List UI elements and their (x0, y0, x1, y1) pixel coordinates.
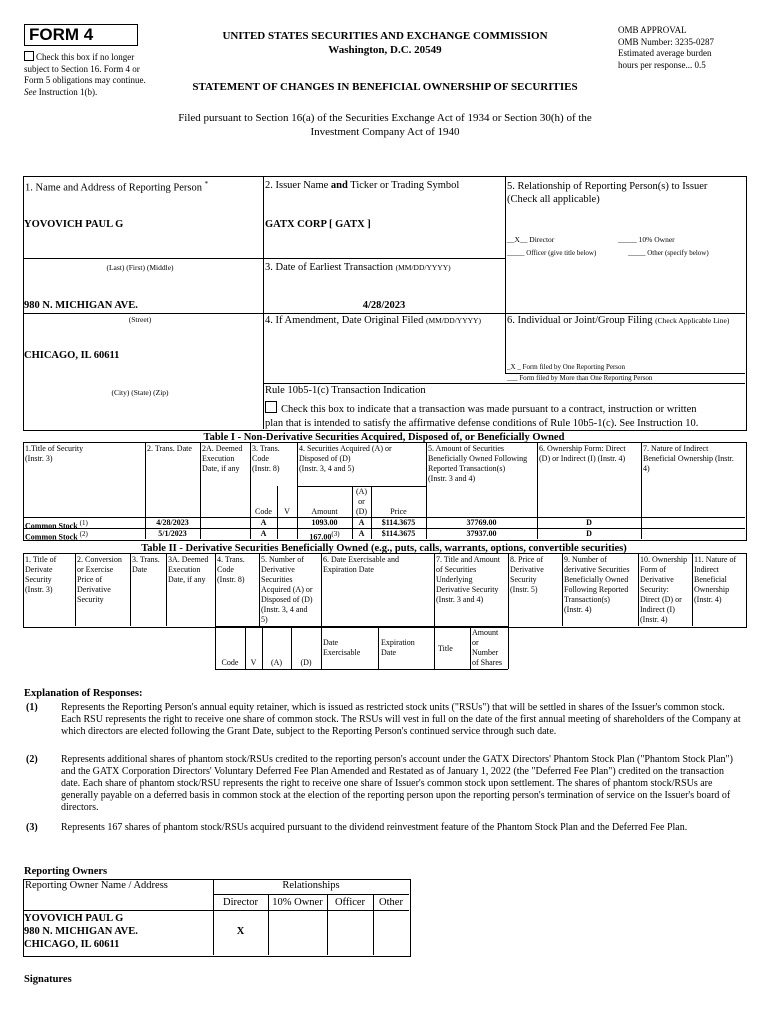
t2-c11-header: 11. Nature of Indirect Beneficial Ownership (Instr. 4) (694, 555, 737, 604)
t1-col6-header: 6. Ownership Form: Direct (D) or Indirect (I) (Instr. 4) (539, 444, 626, 463)
t2-c10-header: 10. Ownership Form of Derivative Security: Direct (D) or Indirect (I) (Instr. 4) (640, 555, 688, 624)
owners-col-director: Director (223, 897, 258, 908)
explanation-3-text: Represents 167 shares of phantom stock/RSUs acquired pursuant to the dividend reinvestment feature of the Phantom Stock Plan and the Deferred Fee Plan. (61, 822, 688, 833)
box5-label: 5. Relationship of Reporting Person(s) to Issuer (Check all applicable) (507, 181, 708, 205)
t2-exercisable-subheader: Date Exercisable (323, 638, 361, 657)
t1-row2-code: A (260, 529, 267, 538)
t1-row1-ad: A (358, 518, 365, 527)
t1-row1-form: D (586, 518, 592, 527)
owners-col-10pct: 10% Owner (272, 897, 323, 908)
explanation-3-num: (3) (26, 822, 38, 833)
owners-col-name: Reporting Owner Name / Address (25, 880, 168, 891)
box3-label: 3. Date of Earliest Transaction (MM/DD/YYYY) (265, 262, 451, 273)
t1-row2-amount: 167.00$^{(3)}$ (309, 530, 340, 542)
t2-c7-header: 7. Title and Amount of Securities Underlying Derivative Security (Instr. 3 and 4) (436, 555, 501, 604)
omb-number: OMB Number: 3235-0287 (618, 36, 714, 47)
t1-row2-security: Common Stock $^{(2)}$ (25, 530, 88, 542)
box6-label: 6. Individual or Joint/Group Filing (Check Applicable Line) (507, 315, 730, 326)
t1-v-subheader: V (284, 507, 290, 516)
t1-row2-ad: A (358, 529, 365, 538)
reporting-person-name: YOVOVICH PAUL G (24, 219, 124, 230)
explanation-1-text: Represents the Reporting Person's annual equity retainer, which is issued as restricted stock units ("RSUs") that will be settled in shares of the Issuer's common stock. Each RSU represents the right to receive one share of common stock. The RSUs will vest in full on the date of the first annual meeting of shareholders of the Company at which directors are elected following the Grant Date, subject to the Reporting Person's continued service through such date. (61, 702, 741, 737)
signatures-heading: Signatures (24, 974, 72, 985)
reporting-person-street: 980 N. MICHIGAN AVE. (24, 300, 138, 311)
statement-title: STATEMENT OF CHANGES IN BENEFICIAL OWNERSHIP OF SECURITIES (192, 81, 578, 93)
t2-c3a-header: 3A. Deemed Execution Date, if any (168, 555, 209, 584)
t2-c9-header: 9. Number of derivative Securities Beneficially Owned Following Reported Transaction(s) (Instr. 4) (564, 555, 630, 614)
t2-c5-header: 5. Number of Derivative Securities Acquired (A) or Disposed of (D) (Instr. 3, 4 and 5) (261, 555, 313, 624)
agency-location: Washington, D.C. 20549 (328, 44, 442, 56)
t1-row2-price: $114.3675 (381, 529, 416, 538)
t2-c8-header: 8. Price of Derivative Security (Instr. 5) (510, 555, 544, 594)
filed-line-2: Investment Company Act of 1940 (310, 126, 460, 138)
ten-percent-owner-option[interactable]: _____ 10% Owner (618, 235, 675, 244)
omb-title: OMB APPROVAL (618, 25, 687, 35)
t1-row1-security: Common Stock $^{(1)}$ (25, 519, 88, 531)
agency-name: UNITED STATES SECURITIES AND EXCHANGE COMMISSION (222, 30, 548, 42)
owners-col-officer: Officer (334, 897, 366, 908)
reporting-owners-heading: Reporting Owners (24, 866, 108, 877)
t1-row2-form: D (586, 529, 592, 538)
t1-col3-header: 3. Trans. Code (Instr. 8) (252, 444, 280, 473)
filed-one-person-option[interactable]: _X _ Form filed by One Reporting Person (507, 363, 626, 371)
checkbox-instr: Instruction 1(b). (38, 86, 98, 97)
t1-ad-subheader: (A) or (D) (355, 487, 368, 516)
t1-row1-owned: 37769.00 (466, 518, 497, 527)
t2-expiration-subheader: Expiration Date (381, 638, 415, 657)
t1-row1-date: 4/28/2023 (156, 518, 189, 527)
earliest-transaction-date: 4/28/2023 (362, 300, 406, 311)
explanation-1-num: (1) (26, 702, 38, 713)
name-sublabel: (Last) (First) (Middle) (106, 263, 174, 272)
rule-10b5-title: Rule 10b5-1(c) Transaction Indication (265, 385, 426, 396)
t2-title-subheader: Title (438, 644, 453, 653)
t1-row2-date: 5/1/2023 (158, 529, 187, 538)
t2-c6-header: 6. Date Exercisable and Expiration Date (323, 555, 399, 574)
filed-line-1: Filed pursuant to Section 16(a) of the Securities Exchange Act of 1934 or Section 30(h) of the (178, 112, 592, 124)
t2-v-subheader: V (250, 658, 257, 667)
filed-pursuant (120, 111, 650, 139)
t1-code-subheader: Code (255, 507, 272, 516)
owners-col-relationships: Relationships (282, 880, 340, 891)
t1-row1-amount: 1093.00 (311, 518, 338, 527)
reporting-person-city: CHICAGO, IL 60611 (24, 350, 120, 361)
filed-multiple-option[interactable]: ___ Form filed by More than One Reporting Person (507, 374, 653, 382)
rule-10b5-checkbox[interactable] (265, 401, 277, 413)
t1-col7-header: 7. Nature of Indirect Beneficial Ownership (Instr. 4) (643, 444, 734, 473)
other-option[interactable]: _____ Other (specify below) (628, 249, 709, 257)
box1-label: 1. Name and Address of Reporting Person * (25, 180, 209, 194)
rule-10b5-text: Check this box to indicate that a transaction was made pursuant to a contract, instruction or written plan that is intended to satisfy the affirmative defense conditions of Rule 10b5-1(c). See Instruction 10. (265, 401, 743, 431)
t1-col4-header: 4. Securities Acquired (A) or Disposed of (D) (Instr. 3, 4 and 5) (299, 444, 392, 473)
officer-option[interactable]: _____ Officer (give title below) (507, 249, 597, 257)
city-sublabel: (City) (State) (Zip) (111, 388, 169, 397)
explanation-heading: Explanation of Responses: (24, 688, 143, 699)
t1-amount-subheader: Amount (311, 507, 338, 516)
omb-burden-1: Estimated average burden (618, 48, 712, 58)
t2-c2-header: 2. Conversion or Exercise Price of Derivative Security (77, 555, 122, 604)
issuer-name: GATX CORP [ GATX ] (265, 219, 371, 230)
owner-director-mark: X (236, 926, 245, 937)
no-longer-subject-checkbox[interactable] (24, 51, 34, 61)
t1-col2a-header: 2A. Deemed Execution Date, if any (202, 444, 243, 473)
t2-c4-header: 4. Trans. Code (Instr. 8) (217, 555, 245, 584)
t1-col1-header: 1.Title of Security (Instr. 3) (25, 444, 84, 463)
checkbox-text: Check this box if no longer subject to Section 16. Form 4 or Form 5 obligations may continue. (24, 52, 146, 85)
owner-name-address: YOVOVICH PAUL G 980 N. MICHIGAN AVE. CHICAGO, IL 60611 (24, 913, 138, 950)
t2-code-subheader: Code (221, 658, 239, 667)
omb-burden-2: hours per response... 0.5 (618, 59, 706, 70)
box2-label: 2. Issuer Name and Ticker or Trading Symbol (265, 180, 460, 191)
omb-approval (618, 25, 748, 71)
explanation-2-text: Represents additional shares of phantom stock/RSUs credited to the reporting person's account under the GATX Directors' Phantom Stock Plan ("Phantom Stock Plan") and the GATX Corporation Directors' Voluntary Deferred Fee Plan Amended and Restated as of January 1, 2022 (the "Deferred Fee Plan") credited on the transaction date. Each share of phantom stock/RSU represents the right to receive one share of Issuer's common stock upon settlement. The shares of phantom stock/RSUs are generally payable on a deferred basis in common stock at the election of the reporting person upon the reporting person's termination of service on the Issuer's board of directors. (61, 754, 733, 813)
t2-c1-header: 1. Title of Derivate Security (Instr. 3) (25, 555, 57, 594)
owners-col-other: Other (379, 897, 403, 908)
t2-d-subheader: (D) (300, 658, 312, 667)
t1-row2-owned: 37937.00 (466, 529, 497, 538)
table1-title: Table I - Non-Derivative Securities Acquired, Disposed of, or Beneficially Owned (203, 432, 565, 443)
street-sublabel: (Street) (128, 315, 152, 324)
form-title: FORM 4 (24, 24, 138, 46)
explanation-2-num: (2) (26, 754, 38, 765)
agency-block (190, 29, 580, 57)
t1-col2-header: 2. Trans. Date (147, 444, 192, 453)
director-option[interactable]: __X__ Director (507, 235, 555, 244)
t2-c3-header: 3. Trans. Date (132, 555, 160, 574)
t2-amount-subheader: Amount or Number of Shares (472, 628, 502, 667)
t1-price-subheader: Price (390, 507, 407, 516)
table2-title: Table II - Derivative Securities Beneficially Owned (e.g., puts, calls, warrants, options, convertible securities) (141, 543, 627, 554)
no-longer-subject-note (24, 51, 154, 98)
t1-row1-code: A (260, 518, 267, 527)
t2-a-subheader: (A) (270, 658, 283, 667)
box4-label: 4. If Amendment, Date Original Filed (MM/DD/YYYY) (265, 315, 481, 326)
t1-col5-header: 5. Amount of Securities Beneficially Owned Following Reported Transaction(s) (Instr. 3 and 4) (428, 444, 528, 483)
t1-row1-price: $114.3675 (381, 518, 416, 527)
checkbox-see: See (24, 86, 37, 97)
